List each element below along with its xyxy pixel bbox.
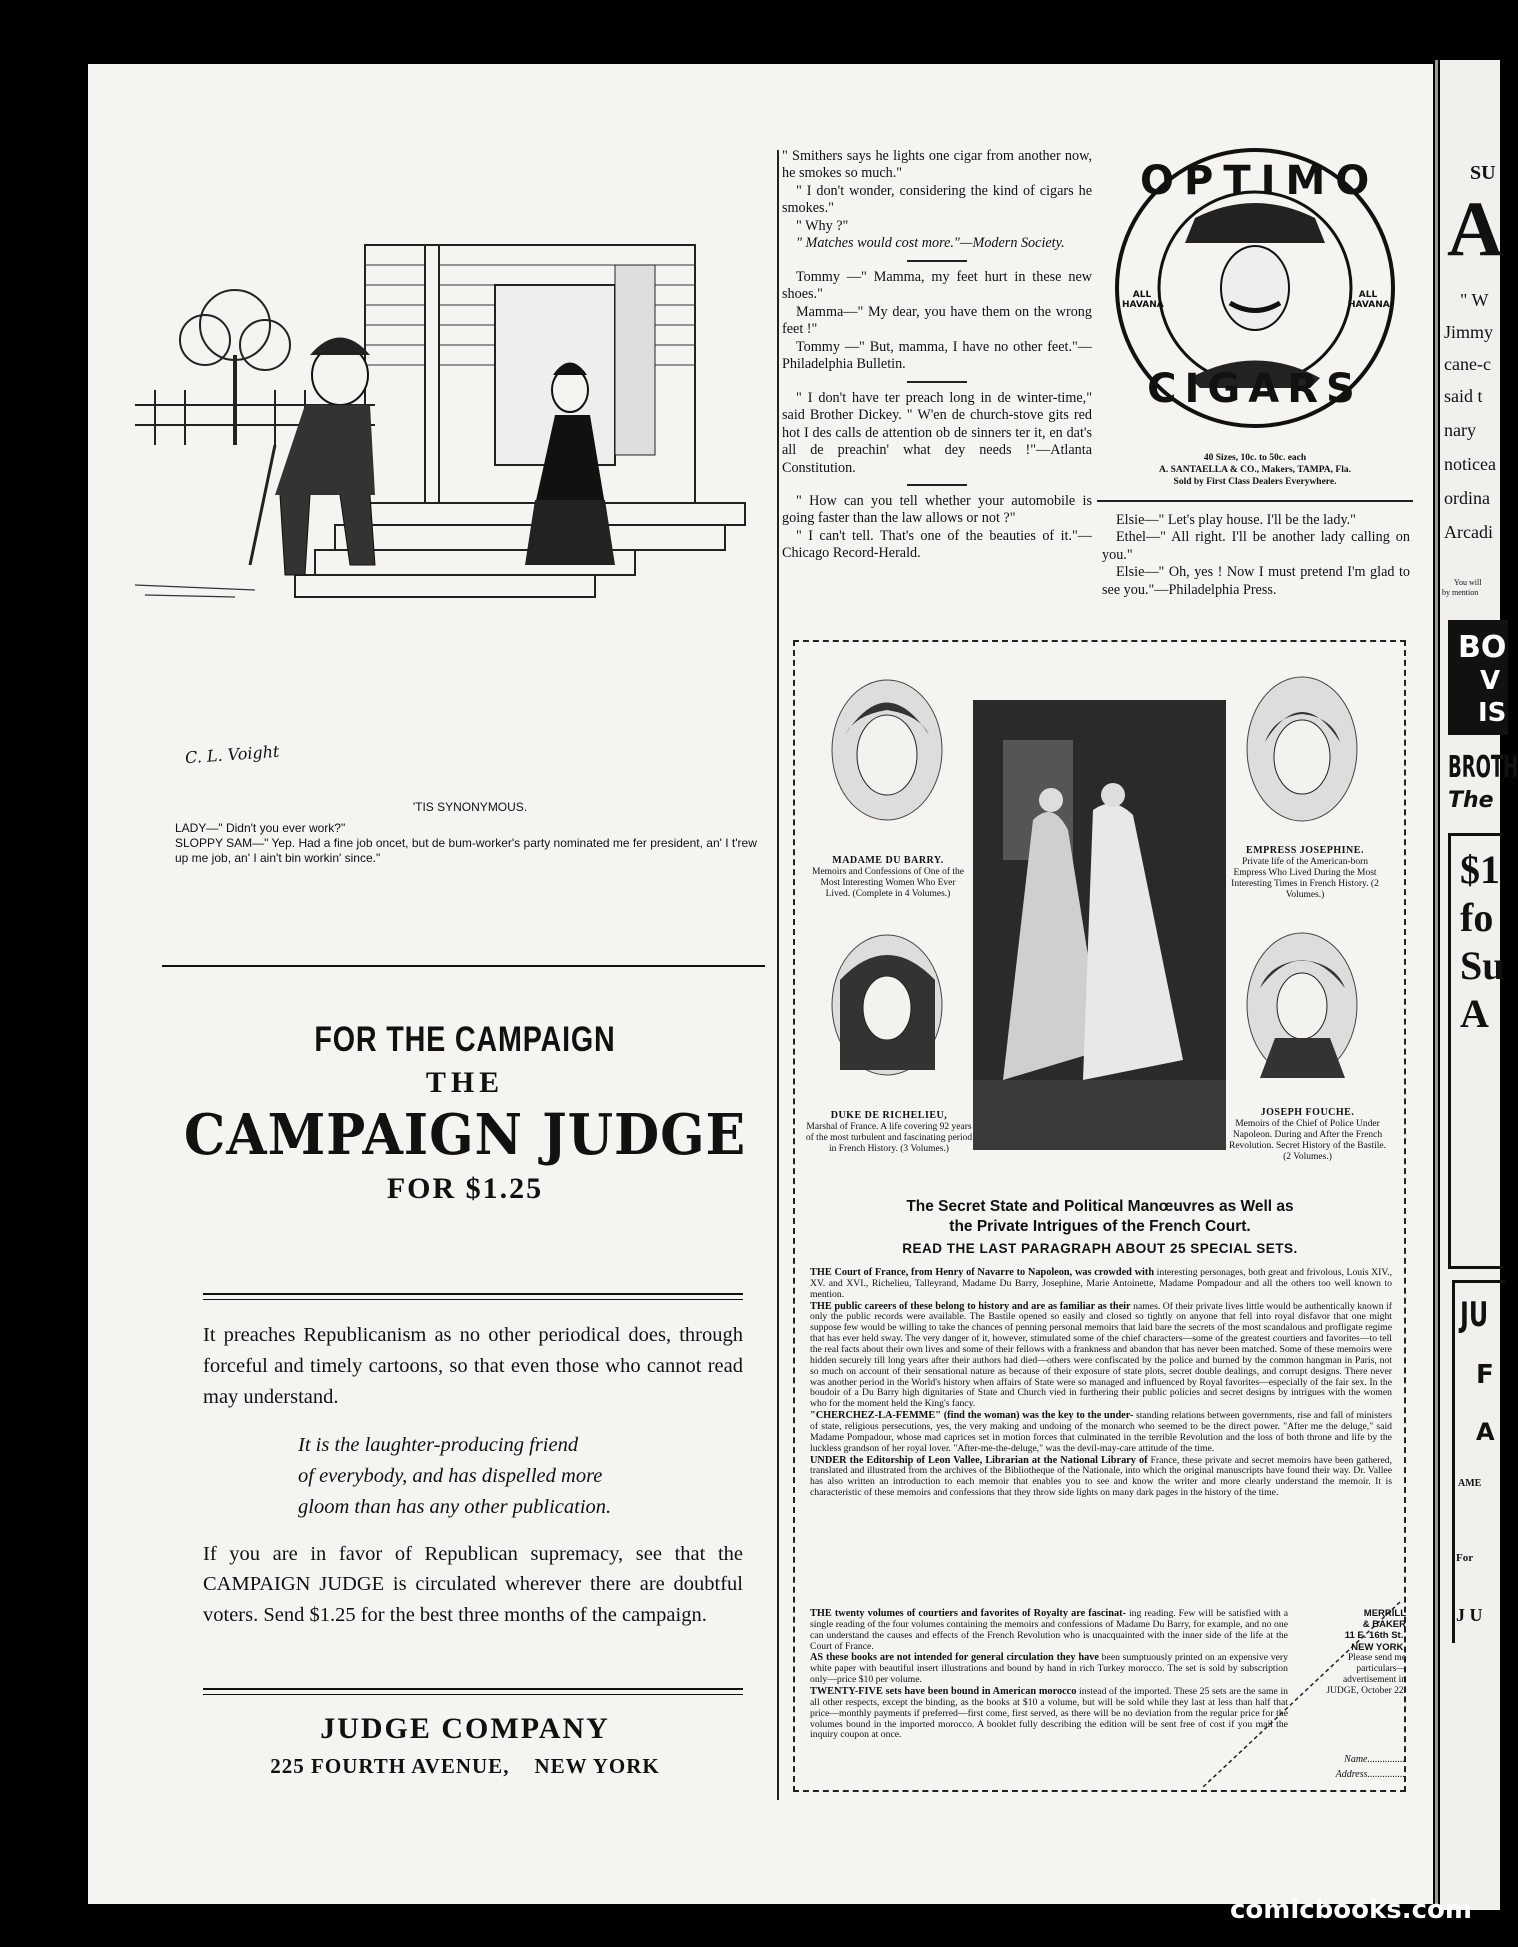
adjacent-text: " W: [1460, 290, 1489, 310]
campaign-ad: [160, 1020, 770, 1206]
adjacent-text: A: [1476, 1418, 1495, 1446]
campaign-rule-top: [203, 1293, 743, 1300]
books-para: been sumptuously printed on an expensive very white paper with beautiful insert illustrations and bound by hand in rich Turkey morocco. The set is sold by subscription only—price $10 per volume.: [810, 1652, 1288, 1686]
adjacent-text: Jimmy: [1444, 322, 1494, 342]
campaign-signoff: [160, 1712, 770, 1779]
books-para-lead: THE twenty volumes of courtiers and favorites of Royalty are fascinat-: [810, 1608, 1127, 1619]
company-name: JUDGE COMPANY: [320, 1712, 610, 1745]
portrait-name: DUKE DE RICHELIEU,: [830, 1110, 948, 1121]
portrait-desc: Marshal of France. A life covering 92 years of the most turbulent and fascinating period in French History. (3 Volumes.): [805, 1121, 973, 1154]
books-para: interesting personages, both great and frivolous, Louis XIV., XV. and XVI., Richelieu, Talleyrand, Madame Du Barry, Josephine, Marie Antoinette, Madame Pompadour and all the others too well known to mention.: [810, 1267, 1392, 1300]
column-divider: [777, 150, 779, 1800]
joke-4-line: " How can you tell whether your automobile is going faster than the law allows or not ?": [782, 492, 1092, 527]
books-para: instead of the imported. These 25 sets are the same in all other respects, except the binding, as the books at $10 a volume, but will be sold while they last at less than half that price—monthly payments if preferred—first come, first served, as there will be no deviation from the regular price for the volumes bound in the imported morocco. A booklet fully describing the edition will be sent free of cost if you mail the inquiry coupon at once.: [810, 1686, 1288, 1741]
books-headline-line: The Secret State and Political Manœuvres as Well as: [906, 1198, 1294, 1215]
books-para-lead: AS these books are not intended for general circulation they have: [810, 1652, 1099, 1664]
campaign-quote-line: of everybody, and has dispelled more: [298, 1465, 603, 1487]
adjacent-text: ordina: [1444, 488, 1490, 508]
campaign-para1: It preaches Republicanism as no other periodical does, through forceful and timely cartoons, so that even those who cannot read may understand.: [203, 1324, 743, 1408]
joke-2-line: Mamma—" My dear, you have them on the wrong feet !": [782, 303, 1092, 338]
portrait-caption-du-barry: [808, 855, 968, 900]
optimo-details: [1100, 453, 1410, 489]
coupon-text: Please send me particulars—advertisement in JUDGE, October 22.: [1326, 1652, 1406, 1697]
adjacent-text: cane-c: [1444, 354, 1491, 374]
portrait-name: MADAME DU BARRY.: [832, 855, 944, 866]
coupon-address-field[interactable]: Address...............: [1335, 1769, 1405, 1780]
books-para: standing relations between governments, rise and fall of ministers of state, religious persecutions, yes, the very making and undoing of the monarch who seemed to be the direct power. "After me the deluge," said Madame Pompadour, whose mad caprices set in motion forces that culminated in the terrible Revolution and the loss of both throne and life by the luckless grandson of her royal lover. "After-me-the-deluge," was the devil-may-care attitude of the time.: [810, 1410, 1392, 1454]
portrait-name: EMPRESS JOSEPHINE.: [1246, 845, 1364, 856]
adjacent-text: V: [1480, 666, 1501, 696]
campaign-quote-line: It is the laughter-producing friend: [298, 1434, 579, 1457]
joke-3-line: " I don't have ter preach long in de winter-time," said Brother Dickey. " W'en de church-stove gits red hot I des calls de attention ob de sinners ter it, en dat's all de preachin' what dey needs !"—Atlanta Constitution.: [782, 389, 1092, 476]
portrait-du-barry: [825, 675, 950, 825]
adjacent-text: AME: [1458, 1478, 1482, 1489]
cartoon-signature: C. L. Voight: [184, 741, 281, 768]
optimo-bottom-text: CIGARS: [1147, 366, 1363, 412]
page-spine: [1435, 60, 1438, 1905]
joke-2-line: Tommy —" But, mamma, I have no other feet."—Philadelphia Bulletin.: [782, 338, 1092, 373]
adjacent-text: JU: [1460, 1295, 1489, 1335]
coupon-city: NEW YORK.: [1351, 1641, 1406, 1653]
portrait-josephine: [1240, 672, 1365, 827]
portrait-caption-josephine: [1225, 845, 1385, 901]
portrait-desc: Memoirs and Confessions of One of the Most Interesting Women Who Ever Lived. (Complete in 4 Volumes.): [812, 866, 964, 899]
books-para-lead: TWENTY-FIVE sets have been bound in American morocco: [810, 1686, 1077, 1698]
adjacent-text: $1: [1460, 847, 1500, 892]
adjacent-text: IS: [1478, 698, 1507, 728]
adjacent-text: A: [1460, 991, 1489, 1036]
cartoon-caption: [175, 800, 765, 866]
optimo-right-label: ALL HAVANA: [1348, 290, 1390, 310]
portrait-fouche: [1240, 928, 1365, 1083]
campaign-the: THE: [425, 1066, 505, 1099]
adjacent-text: fo: [1460, 895, 1494, 940]
books-para-lead: "CHERCHEZ-LA-FEMME" (find the woman) was the key to the under-: [810, 1410, 1134, 1422]
portrait-desc: Memoirs of the Chief of Police Under Napoleon. During and After the French Revolution. Secret History of the Bastile. (2 Volumes.): [1229, 1118, 1386, 1162]
joke-1-line: " Smithers says he lights one cigar from another now, he smokes so much.": [782, 148, 1092, 182]
adjacent-text: by mention: [1442, 588, 1479, 597]
books-headline: [800, 1197, 1400, 1258]
portrait-caption-fouche: [1225, 1107, 1390, 1163]
campaign-para2: If you are in favor of Republican supremacy, see that the CAMPAIGN JUDGE is circulated wherever there are doubtful voters. Send $1.25 for the best three months of the campaign.: [203, 1542, 743, 1626]
coupon-name-field[interactable]: Name...............: [1344, 1754, 1405, 1765]
coupon-fields: [1245, 1752, 1405, 1782]
joke-rule: [907, 484, 967, 486]
cartoon-line-sam: SLOPPY SAM—" Yep. Had a fine job oncet, but de bum-worker's party nominated me fer president, an' I t'rew up me job, an' I ain't bin workin' since.": [175, 836, 757, 865]
jokes-column: [782, 148, 1092, 563]
portrait-richelieu: [825, 930, 950, 1080]
section-divider: [162, 965, 765, 967]
joke-rule: [907, 260, 967, 262]
adjacent-text: F: [1476, 1360, 1494, 1390]
optimo-line: 40 Sizes, 10c. to 50c. each: [1203, 453, 1307, 463]
adjacent-text: Arcadi: [1444, 522, 1493, 542]
cartoon-line-lady: LADY—" Didn't you ever work?": [175, 821, 346, 835]
campaign-body: [203, 1320, 743, 1631]
adjacent-text: Su: [1460, 943, 1505, 988]
books-para: ing reading. Few will be satisfied with a single reading of the four volumes containing the memoirs and confessions of Madame Du Barry, for example, and no one can understand the causes and effects of the French Revolution who is unacquainted with the inner side of the life at the Court of France.: [810, 1608, 1288, 1652]
campaign-title: CAMPAIGN JUDGE: [183, 1102, 747, 1168]
adjacent-text: A: [1447, 185, 1504, 272]
books-para-lead: UNDER the Editorship of Leon Vallee, Librarian at the National Library of: [810, 1454, 1148, 1466]
books-para-lead: THE Court of France, from Henry of Navarre to Napoleon, was crowded with: [810, 1267, 1155, 1278]
adjacent-text: You will: [1454, 578, 1482, 587]
painting-court-ladies: [973, 700, 1226, 1150]
books-para: France, these private and secret memoirs have been gathered, translated and illustrated from the archives of the Bibliotheque of the Nationale, into which the original manuscripts have found their way. Dr. Vallee has also written an introduction to each memoir that enables you to see and know the writer and more clearly understand the memoir. It is characteristic of these memoirs and confessions that they throw side lights on many dark pages in the history of the time.: [810, 1454, 1393, 1499]
coupon-firm: MERRILL: [1363, 1608, 1406, 1619]
joke-5-line: Elsie—" Oh, yes ! Now I must pretend I'm glad to see you."—Philadelphia Press.: [1102, 564, 1410, 598]
adjacent-page: [1440, 60, 1518, 1910]
joke-5-line: Ethel—" All right. I'll be another lady calling on you.": [1102, 529, 1410, 563]
adjacent-text: BROTH: [1448, 750, 1518, 785]
optimo-left-label: ALL HAVANA: [1122, 290, 1164, 310]
portrait-desc: Private life of the American-born Empress Who Lived During the Most Interesting Times in French History. (2 Volumes.): [1231, 856, 1379, 900]
optimo-line: Sold by First Class Dealers Everywhere.: [1173, 476, 1337, 487]
portrait-caption-richelieu: [805, 1110, 973, 1155]
campaign-price: FOR $1.25: [386, 1172, 544, 1205]
adjacent-text: said t: [1444, 386, 1483, 406]
cartoon-title: 'TIS SYNONYMOUS.: [412, 800, 528, 814]
joke-5-line: Elsie—" Let's play house. I'll be the lady.": [1116, 512, 1356, 528]
joke-5: [1102, 512, 1410, 599]
joke-1-line: " Why ?": [796, 217, 849, 234]
joke-1-line: " Matches would cost more."—Modern Society.: [796, 235, 1065, 252]
portrait-name: JOSEPH FOUCHE.: [1260, 1107, 1355, 1118]
adjacent-text: SU: [1470, 162, 1496, 184]
adjacent-text: noticea: [1444, 454, 1496, 474]
optimo-rule: [1097, 500, 1413, 502]
watermark: comicbooks.com: [1229, 1895, 1472, 1925]
joke-4-line: " I can't tell. That's one of the beauties of it."—Chicago Record-Herald.: [782, 527, 1092, 562]
optimo-ad: [1100, 148, 1410, 503]
campaign-quote-line: gloom than has any other publication.: [298, 1495, 612, 1518]
joke-2-line: Tommy —" Mamma, my feet hurt in these new shoes.": [782, 268, 1092, 303]
company-address: 225 FOURTH AVENUE, NEW YORK: [270, 1754, 660, 1778]
adjacent-text: The: [1448, 788, 1494, 813]
adjacent-text: nary: [1444, 420, 1476, 440]
books-body: [810, 1267, 1392, 1499]
books-para: names. Of their private lives little would be authentically known if only the public records were available. The Bastile opened so easily and closed so tightly on anyone that fell into royal disfavor that one might suppose few would be willing to take the chances of penning personal memoirs that laid bare the secrets of the most scandalous and profligate regime that has ever held sway. The very danger of it, however, stimulated some of the chief characters—some of the greatest courtiers and favorites—to tell the real facts about their own lives and some of their fellows with a frankness and abandon that has never been matched. Some of these memoirs were hidden securely till long years after their authors had died—others were confiscated by the police and burned by the common hangman in Paris, not so much on account of their sensational nature as because of their exposure of state plots, secret double dealings, and corrupt designs. There never was another period in the World's history when affairs of State were so managed and influenced by Royal favorites—especially of the fair sex. In the boudoir of a Du Barry high dignitaries of State and Church vied in furthering their public policies and secret designs by intrigues with the women who for the moment held the King's fancy.: [810, 1300, 1392, 1410]
inquiry-coupon[interactable]: [1296, 1608, 1406, 1698]
optimo-top-text: OPTIMO: [1140, 158, 1380, 204]
joke-1-line: " I don't wonder, considering the kind of cigars he smokes.": [782, 182, 1092, 217]
adjacent-text: J U: [1456, 1605, 1483, 1625]
joke-rule: [907, 381, 967, 383]
books-headline-line: the Private Intrigues of the French Court.: [949, 1218, 1251, 1236]
books-para-lead: THE public careers of these belong to history and are as familiar as their: [810, 1300, 1131, 1312]
coupon-firm: & BAKER: [1362, 1619, 1406, 1631]
optimo-line: A. SANTAELLA & CO., Makers, TAMPA, Fla.: [1159, 464, 1351, 475]
cartoon-illustration: [135, 245, 760, 765]
coupon-street: 11 E. 16th St.,: [1344, 1630, 1406, 1642]
adjacent-text: For: [1456, 1552, 1474, 1564]
campaign-quote: [203, 1430, 743, 1522]
campaign-kicker: FOR THE CAMPAIGN: [314, 1020, 616, 1059]
adjacent-text: BO: [1458, 630, 1507, 665]
campaign-rule-bottom: [203, 1688, 743, 1695]
books-subhead: READ THE LAST PARAGRAPH ABOUT 25 SPECIAL SETS.: [902, 1241, 1298, 1257]
